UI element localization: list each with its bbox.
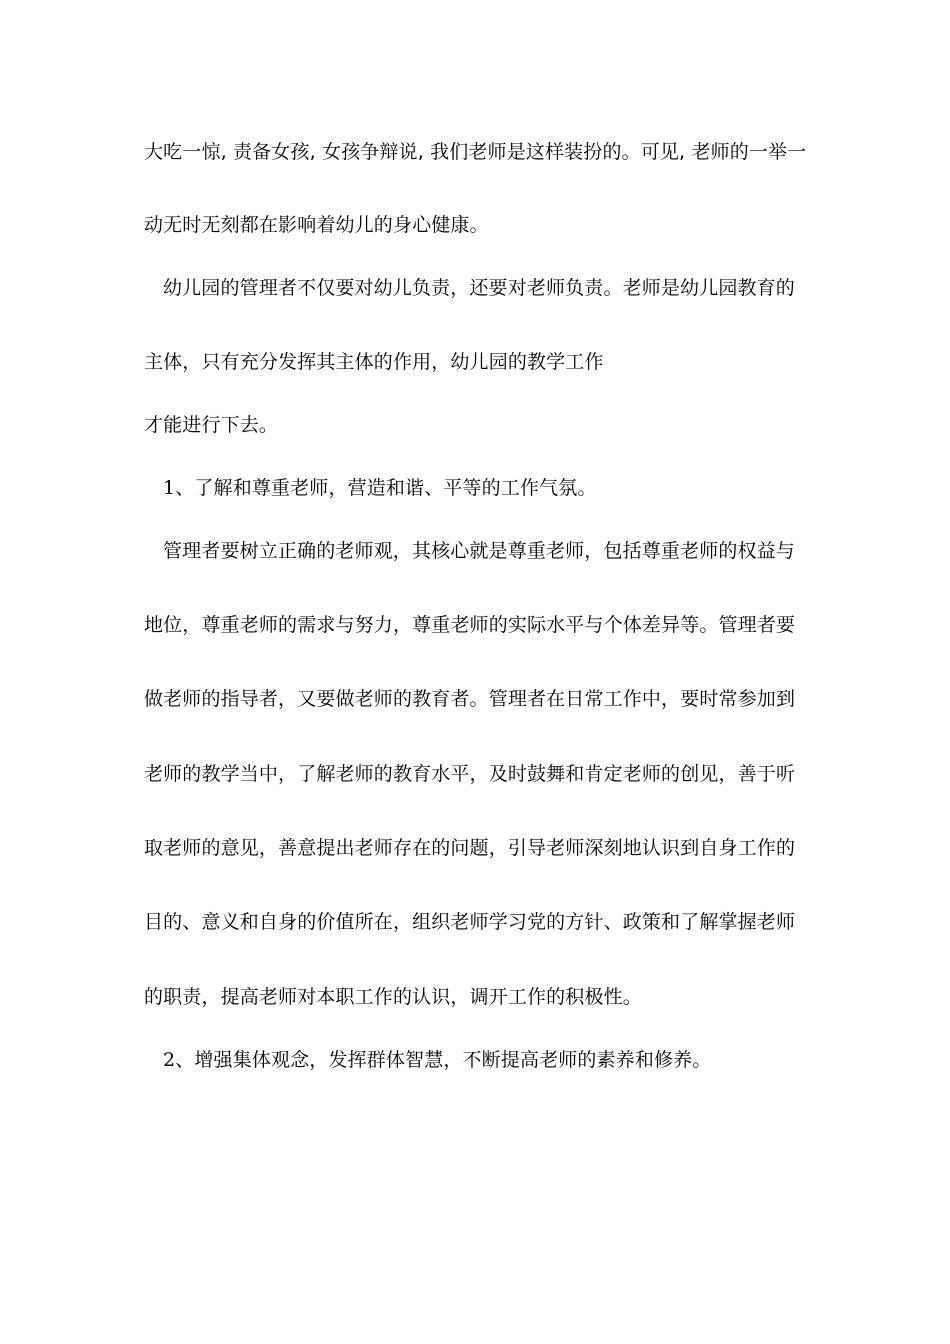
text-line-5: 才能进行下去。 (144, 414, 279, 436)
text-line-11: 取老师的意见，善意提出老师存在的问题，引导老师深刻地认识到自身工作的 (144, 837, 796, 859)
section-number-1: 1 (163, 477, 176, 499)
text-line-8: 地位，尊重老师的需求与努力，尊重老师的实际水平与个体差异等。管理者要 (144, 614, 796, 636)
text-line-10: 老师的教学当中，了解老师的教育水平，及时鼓舞和肯定老师的创见，善于听 (144, 763, 796, 785)
section-heading-1-text: 、了解和尊重老师，营造和谐、平等的工作气氛。 (175, 477, 597, 499)
text-line-1: 大吃一惊, 责备女孩, 女孩争辩说, 我们老师是这样装扮的。可见, 老师的一举一 (144, 141, 807, 163)
text-line-2: 动无时无刻都在影响着幼儿的身心健康。 (144, 214, 489, 236)
text-line-7: 管理者要树立正确的老师观，其核心就是尊重老师，包括尊重老师的权益与 (163, 540, 795, 562)
text-line-9: 做老师的指导者，又要做老师的教育者。管理者在日常工作中，要时常参加到 (144, 688, 796, 710)
text-line-12: 目的、意义和自身的价值所在，组织老师学习党的方针、政策和了解掌握老师 (144, 911, 796, 933)
section-number-2: 2 (163, 1049, 176, 1071)
text-line-3: 幼儿园的管理者不仅要对幼儿负责，还要对老师负责。老师是幼儿园教育的 (163, 277, 795, 299)
text-line-4: 主体，只有充分发挥其主体的作用，幼儿园的教学工作 (144, 351, 604, 373)
section-heading-2 (163, 1048, 823, 1072)
text-line-13: 的职责，提高老师对本职工作的认识，调开工作的积极性。 (144, 986, 642, 1008)
section-heading-1 (163, 476, 823, 500)
section-heading-2-text: 、增强集体观念，发挥群体智慧，不断提高老师的素养和修养。 (175, 1049, 712, 1071)
